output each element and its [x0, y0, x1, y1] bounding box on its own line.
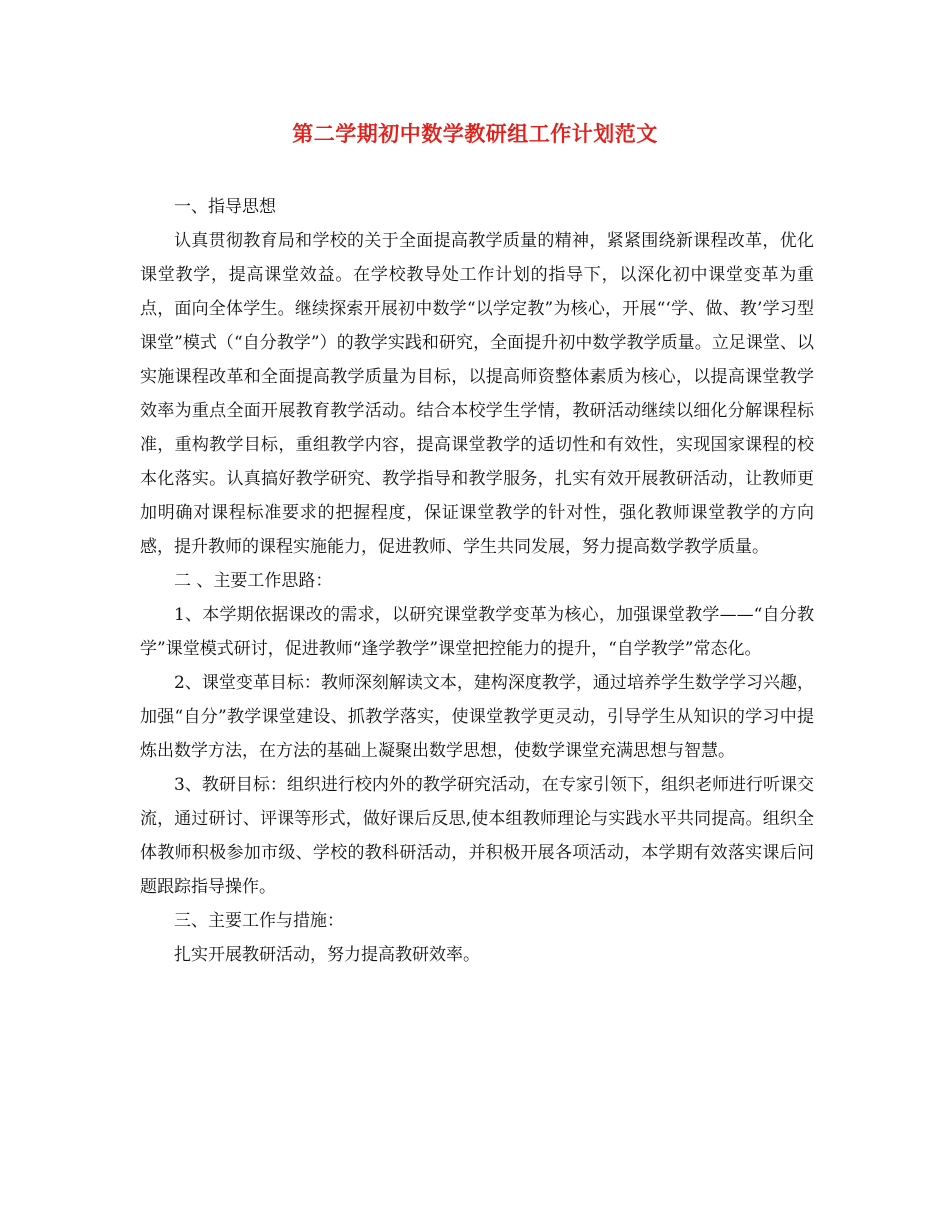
document-body: [140, 190, 814, 972]
paragraph-approach-3: 3、教研目标：组织进行校内外的教学研究活动，在专家引领下，组织老师进行听课交流，通过研讨、评课等形式，做好课后反思,使本组教师理论与实践水平共同提高。组织全体教师积极参加市级、学校的教科研活动，并积极开展各项活动，本学期有效落实课后问题跟踪指导操作。: [140, 775, 814, 897]
paragraph-guiding-ideology: 认真贯彻教育局和学校的关于全面提高教学质量的精神，紧紧围绕新课程改革，优化课堂教学，提高课堂效益。在学校教导处工作计划的指导下，以深化初中课堂变革为重点，面向全体学生。继续探索开展初中数学“以学定教”为核心，开展“‘学、做、教’学习型课堂”模式（“自分教学”）的教学实践和研究，全面提升初中数学教学质量。立足课堂、以实施课程改革和全面提高教学质量为目标，以提高师资整体素质为核心，以提高课堂教学效率为重点全面开展教育教学活动。结合本校学生学情，教研活动继续以细化分解课程标准，重构教学目标，重组教学内容，提高课堂教学的适切性和有效性，实现国家课程的校本化落实。认真搞好教学研究、教学指导和教学服务，扎实有效开展教研活动，让教师更加明确对课程标准要求的把握程度，保证课堂教学的针对性，强化教师课堂教学的方向感，提升教师的课程实施能力，促进教师、学生共同发展，努力提高数学教学质量。: [140, 231, 814, 557]
paragraph-approach-2: 2、课堂变革目标：教师深刻解读文本，建构深度教学，通过培养学生数学学习兴趣，加强“自分”教学课堂建设、抓教学落实，使课堂教学更灵动，引导学生从知识的学习中提炼出数学方法，在方法的基础上凝聚出数学思想，使数学课堂充满思想与智慧。: [140, 673, 814, 761]
section-heading-guiding-ideology: 一、指导思想: [174, 197, 276, 217]
section-heading-work-approach: 二 、主要工作思路：: [174, 571, 333, 591]
document-title: 第二学期初中数学教研组工作计划范文: [292, 121, 658, 146]
paragraph-measures: 扎实开展教研活动，努力提高教研效率。: [174, 945, 480, 965]
paragraph-approach-1: 1、本学期依据课改的需求，以研究课堂教学变革为核心，加强课堂教学——“自分教学”课堂模式研讨，促进教师“逢学教学”课堂把控能力的提升，“自学教学”常态化。: [140, 605, 814, 659]
section-heading-work-measures: 三、主要工作与措施：: [174, 911, 344, 931]
